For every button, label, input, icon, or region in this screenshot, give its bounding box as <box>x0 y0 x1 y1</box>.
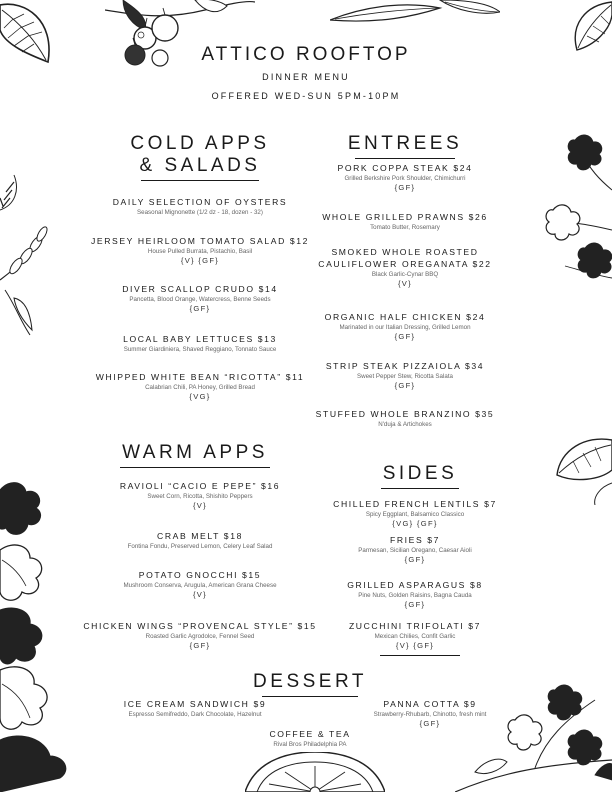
item-name: ZUCCHINI TRIFOLATI $7 <box>348 621 482 631</box>
item-name: POTATO GNOCCHI $15 <box>138 570 262 580</box>
leaf-sketch-icon <box>330 0 500 28</box>
item-description: Seasonal Mignonette (1/2 dz - 18, dozen - 32) <box>137 209 263 216</box>
diet-tag: {V} <box>397 279 413 288</box>
diet-tag: {VG} {GF} <box>392 519 438 528</box>
menu-item <box>210 728 410 749</box>
item-description: Summer Giardiniera, Shaved Reggiano, Tonnato Sauce <box>123 346 277 353</box>
item-description: Rival Bros Philadelphia PA <box>273 741 347 748</box>
diet-tag: {GF} <box>419 719 441 728</box>
diet-tag: {GF} <box>189 304 211 313</box>
item-name: FRIES $7 <box>389 535 441 545</box>
diet-tag: {GF} <box>394 332 416 341</box>
parsley-sketch-icon <box>535 130 612 310</box>
item-name: CHILLED FRENCH LENTILS $7 <box>333 499 497 509</box>
item-description: Black Garlic-Cynar BBQ <box>371 271 439 278</box>
entrees-heading-text: ENTREES <box>347 133 463 154</box>
item-description: Calabrian Chili, PA Honey, Grilled Bread <box>145 384 255 391</box>
diet-tag: {GF} <box>394 183 416 192</box>
restaurant-name: ATTICO ROOFTOP <box>201 44 411 65</box>
item-description: Mexican Chilies, Confit Garlic <box>374 633 456 640</box>
menu-item <box>330 698 530 729</box>
item-description: N'duja & Artichokes <box>378 421 432 428</box>
herb-sprig-sketch-icon <box>455 680 612 792</box>
menu-item <box>290 620 540 651</box>
menu-item <box>290 498 540 529</box>
item-name: STRIP STEAK PIZZAIOLA $34 <box>325 361 485 371</box>
item-name: CHICKEN WINGS “PROVENCAL STYLE” $15 <box>83 621 317 631</box>
item-description: Tomato Butter, Rosemary <box>370 224 440 231</box>
warm-apps-heading <box>90 442 300 468</box>
wheat-sketch-icon <box>0 170 50 340</box>
menu-item <box>280 360 530 391</box>
sides-heading-text: SIDES <box>382 463 458 484</box>
menu-item <box>280 211 530 232</box>
item-description: Grilled Berkshire Pork Shoulder, Chimichurri <box>344 175 466 182</box>
item-name: SMOKED WHOLE ROASTED <box>331 247 479 257</box>
menu-item <box>280 246 530 289</box>
cold-apps-heading-line2: & SALADS <box>139 155 261 176</box>
item-description: Spicy Eggplant, Balsamico Classico <box>365 511 465 518</box>
menu-item <box>280 311 530 342</box>
menu-item <box>280 162 530 193</box>
sides-divider <box>380 655 460 656</box>
item-name: DAILY SELECTION OF OYSTERS <box>112 197 288 207</box>
diet-tag: {V} <box>192 501 208 510</box>
diet-tag: {V} {GF} <box>395 641 435 650</box>
item-name: COFFEE & TEA <box>269 729 351 739</box>
item-name: DIVER SCALLOP CRUDO $14 <box>122 284 278 294</box>
item-description: Roasted Garlic Agrodolce, Fennel Seed <box>145 633 255 640</box>
diet-tag: {GF} <box>394 381 416 390</box>
item-description: Fontina Fondu, Preserved Lemon, Celery Leaf Salad <box>127 543 273 550</box>
warm-apps-heading-text: WARM APPS <box>122 442 268 463</box>
menu-item <box>280 408 530 429</box>
item-description: Pancetta, Blood Orange, Watercress, Benne Seeds <box>129 296 271 303</box>
item-name: WHOLE GRILLED PRAWNS $26 <box>322 212 488 222</box>
diet-tag: {GF} <box>404 555 426 564</box>
item-name: PORK COPPA STEAK $24 <box>337 163 473 173</box>
item-name: JERSEY HEIRLOOM TOMATO SALAD $12 <box>90 236 310 246</box>
item-name: ORGANIC HALF CHICKEN $24 <box>324 312 486 322</box>
item-name: CRAB MELT $18 <box>157 531 243 541</box>
diet-tag: {GF} <box>404 600 426 609</box>
item-name-line2: CAULIFLOWER OREGANATA $22 <box>318 259 492 269</box>
item-name: STUFFED WHOLE BRANZINO $35 <box>315 409 495 419</box>
cold-apps-heading-line1: COLD APPS <box>130 133 270 154</box>
item-description: Parmesan, Sicilian Oregano, Caesar Aioli <box>358 547 472 554</box>
menu-item <box>290 579 540 610</box>
diet-tag: {VG} <box>189 392 211 401</box>
menu-item <box>70 698 320 719</box>
cold-apps-heading <box>90 133 310 181</box>
menu-item <box>290 534 540 565</box>
entrees-heading <box>330 133 480 159</box>
menu-hours: OFFERED WED-SUN 5PM-10PM <box>211 91 401 101</box>
item-description: Sweet Pepper Stew, Ricotta Salata <box>357 373 453 380</box>
menu-subtitle: DINNER MENU <box>262 72 350 82</box>
item-description: Marinated in our Italian Dressing, Grilled Lemon <box>339 324 471 331</box>
item-name: WHIPPED WHITE BEAN “RICOTTA” $11 <box>95 372 305 382</box>
diet-tag: {V} {GF} <box>180 256 220 265</box>
item-description: Pine Nuts, Golden Raisins, Bagna Cauda <box>358 592 472 599</box>
diet-tag: {V} <box>192 590 208 599</box>
item-name: RAVIOLI “CACIO E PEPE” $16 <box>119 481 281 491</box>
dessert-heading <box>240 671 380 697</box>
item-description: Espresso Semifreddo, Dark Chocolate, Hazelnut <box>128 711 262 718</box>
item-description: House Pulled Burrata, Pistachio, Basil <box>147 248 253 255</box>
item-name: PANNA COTTA $9 <box>383 699 477 709</box>
item-name: GRILLED ASPARAGUS $8 <box>347 580 483 590</box>
item-description: Sweet Corn, Ricotta, Shishito Peppers <box>147 493 253 500</box>
dessert-heading-text: DESSERT <box>253 671 367 692</box>
sides-heading <box>350 463 490 489</box>
item-description: Strawberry-Rhubarb, Chinotto, fresh mint <box>373 711 487 718</box>
leaf-sketch-icon <box>555 435 612 505</box>
citrus-slice-sketch-icon <box>245 752 385 792</box>
diet-tag: {GF} <box>189 641 211 650</box>
item-name: LOCAL BABY LETTUCES $13 <box>123 334 277 344</box>
item-name: ICE CREAM SANDWICH $9 <box>123 699 267 709</box>
item-description: Mushroom Conserva, Arugula, American Grana Cheese <box>123 582 277 589</box>
